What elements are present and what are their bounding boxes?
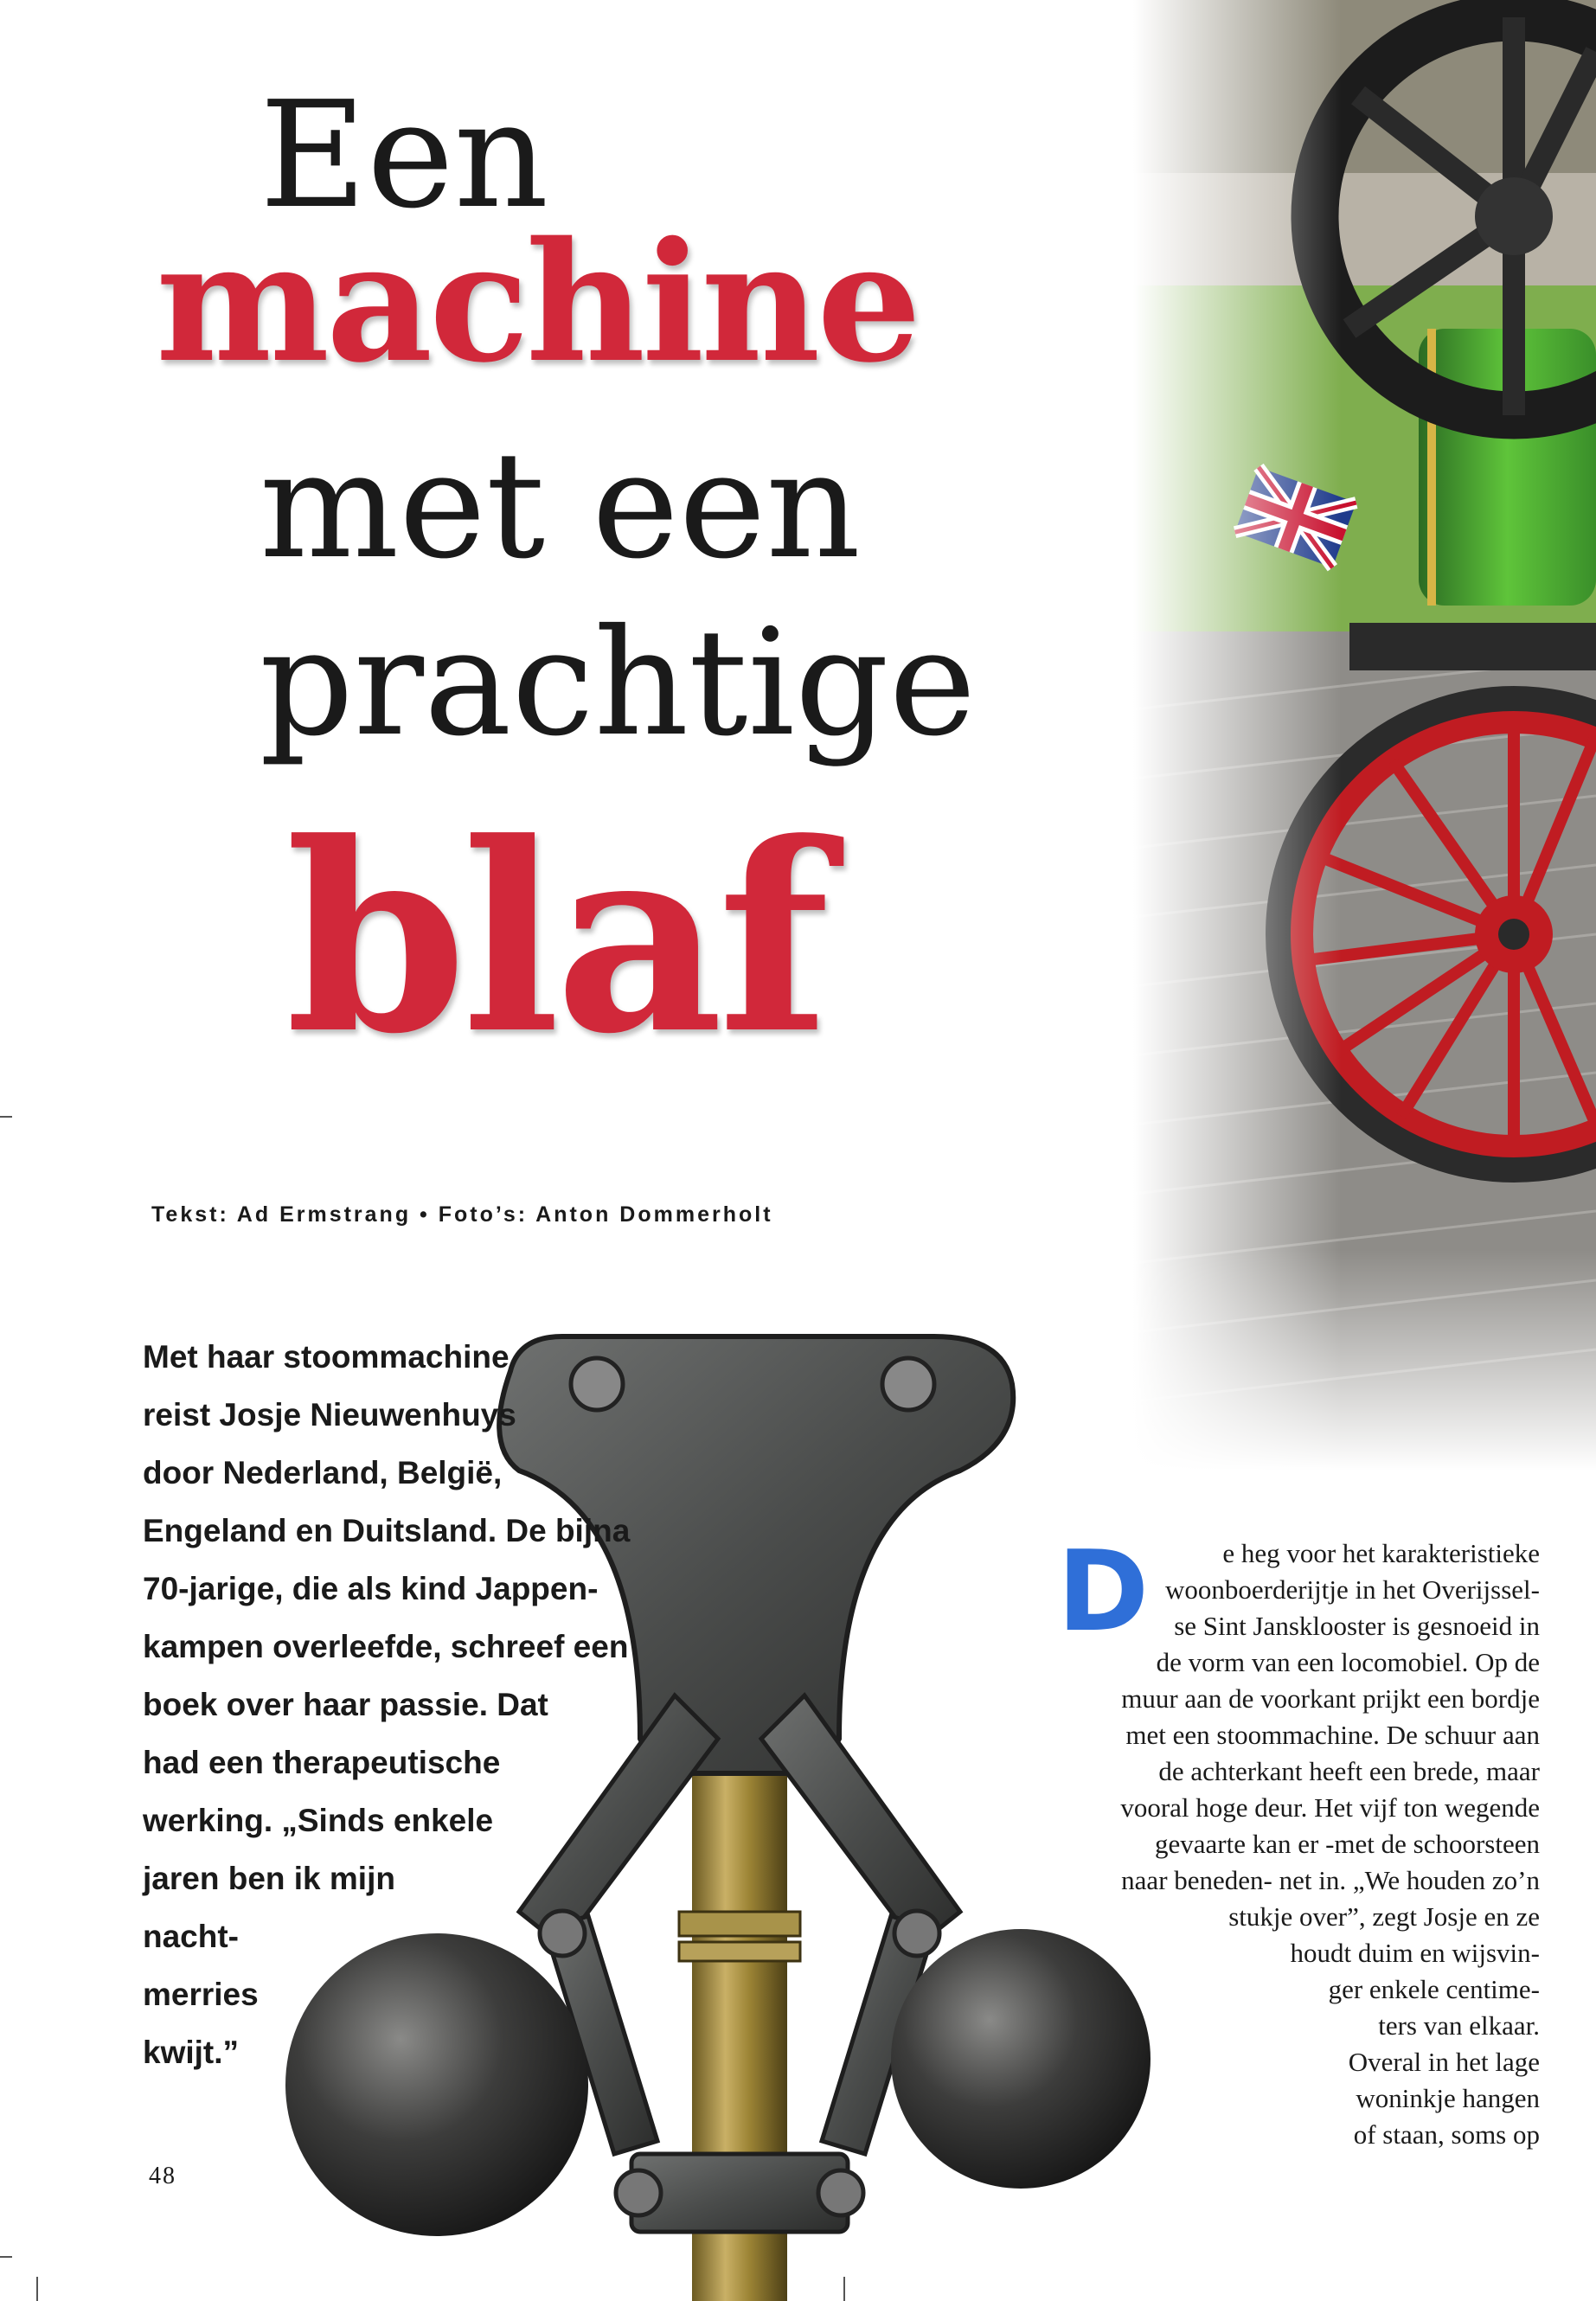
intro-line: kampen overleefde, schreef een [143,1629,629,1664]
body-line: Overal in het lage [1348,2047,1540,2077]
intro-line: had een therapeutische [143,1745,501,1780]
intro-line: reist Josje Nieuwenhuys [143,1397,516,1433]
crop-mark [0,2256,12,2258]
body-line: stukje over”, zegt Josje en ze [1228,1901,1540,1932]
intro-line: Engeland en Duitsland. De bijna [143,1513,631,1548]
crop-mark [0,1116,12,1118]
body-line: woninkje hangen [1356,2083,1540,2113]
intro-line: werking. „Sinds enkele [143,1803,494,1838]
steam-engine-photo [1133,0,1596,1471]
byline: Tekst: Ad Ermstrang • Foto’s: Anton Dommerholt [151,1202,773,1227]
body-text [1055,1528,1540,2153]
page-number: 48 [149,2163,176,2189]
body-line: met een stoommachine. De schuur aan [1125,1720,1540,1750]
crop-mark [843,2277,845,2301]
body-line: houdt duim en wijsvin- [1290,1938,1540,1968]
intro-line: door Nederland, België, [143,1455,503,1490]
title-line-prachtige: prachtige [260,598,977,769]
body-line: muur aan de voorkant prijkt een bordje [1121,1683,1540,1714]
body-line: of staan, soms op [1353,2119,1540,2150]
body-line: ger enkele centime- [1328,1974,1540,2004]
body-line: e heg voor het karakteristieke [1222,1538,1540,1568]
title-line-machine: machine [156,206,919,399]
crop-mark [36,2277,38,2301]
title-line-blaf: blaf [285,785,825,1091]
body-line: vooral hoge deur. Het vijf ton wegende [1120,1792,1540,1823]
drop-cap: D [1057,1528,1150,1657]
intro-line: jaren ben ik mijn [143,1861,395,1896]
title-line-een: Een [260,70,549,241]
body-line: de achterkant heeft een brede, maar [1158,1756,1540,1786]
body-line: naar beneden- net in. „We houden zo’n [1121,1865,1540,1895]
intro-paragraph [143,1328,679,2081]
body-line: ters van elkaar. [1378,2010,1540,2041]
body-line: de vorm van een locomobiel. Op de [1156,1647,1540,1677]
body-line: se Sint Jansklooster is gesnoeid in [1174,1611,1540,1641]
intro-line: kwijt.” [143,2035,240,2070]
body-line: woonboerderijtje in het Overijssel- [1164,1574,1540,1605]
intro-line: nacht- [143,1919,239,1954]
intro-line: merries [143,1977,259,2012]
title-line-met-een: met een [260,420,861,592]
intro-line: 70-jarige, die als kind Jappen- [143,1571,599,1606]
intro-line: Met haar stoommachine [143,1339,510,1375]
body-line: gevaarte kan er -met de schoorsteen [1155,1829,1540,1859]
intro-line: boek over haar passie. Dat [143,1687,548,1722]
